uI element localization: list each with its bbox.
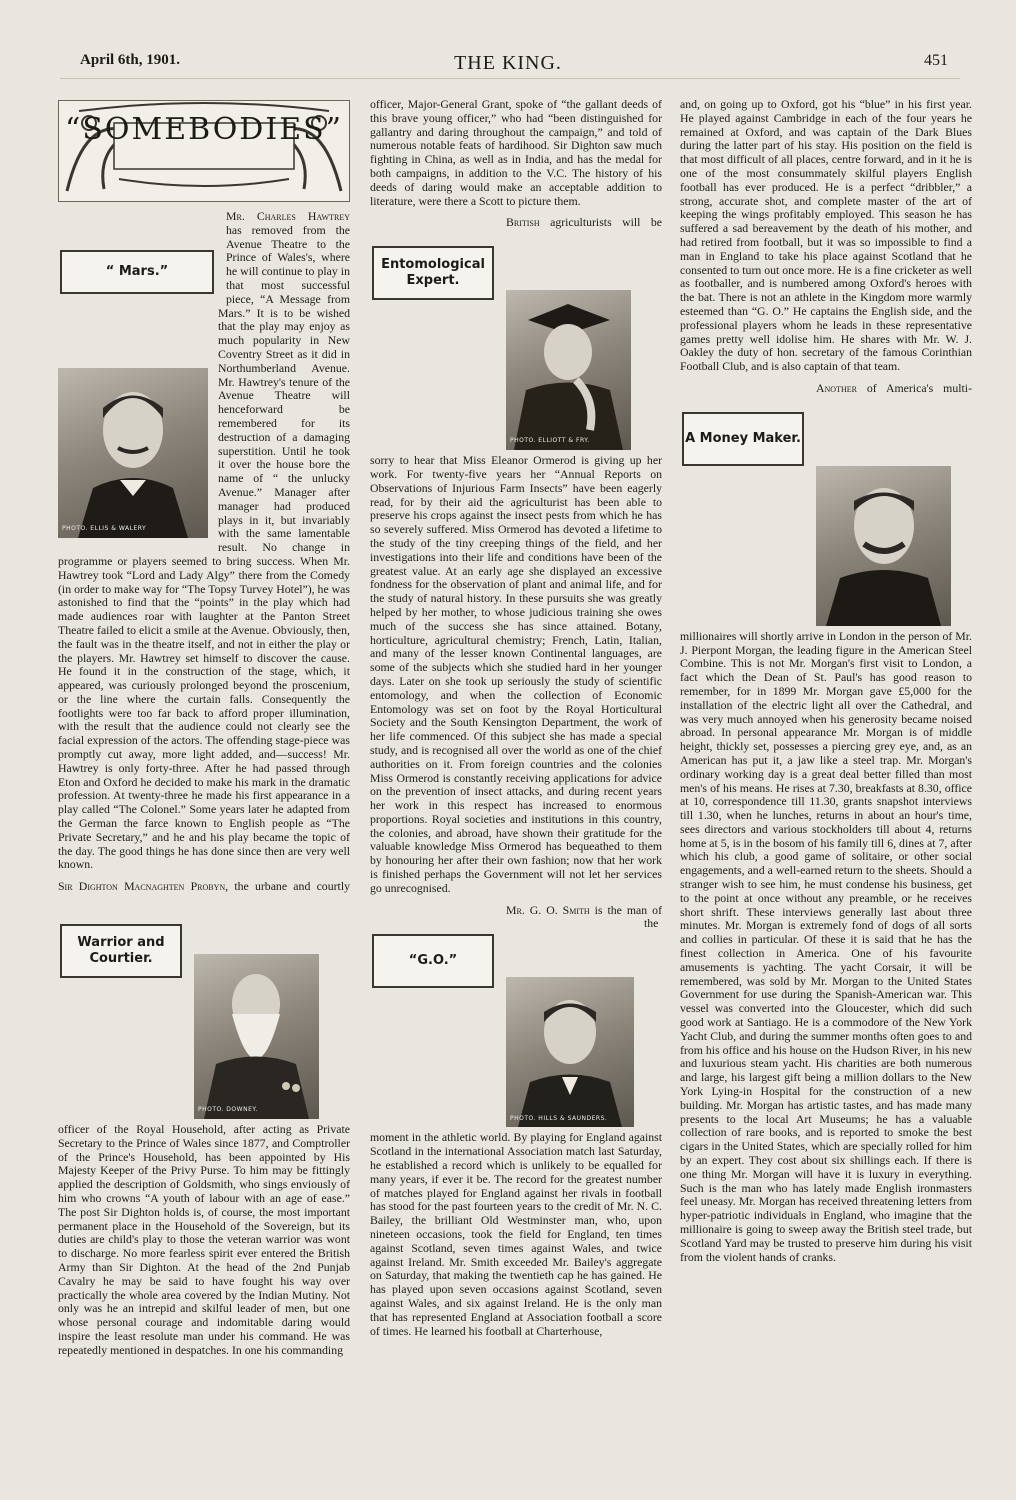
sidebox-warrior: Warrior and Courtier. [60, 924, 182, 978]
portrait-icon [506, 290, 631, 450]
article-hawtrey [58, 210, 350, 872]
photo-credit: PHOTO. DOWNEY. [198, 1106, 258, 1114]
photo-credit: PHOTO. HILLS & SAUNDERS. [510, 1114, 608, 1122]
article-lead: Sir Dighton Macnaghten Probyn, [58, 879, 229, 894]
article-probyn [58, 880, 350, 1357]
article-smith-continued: and, on going up to Oxford, got his “blue” in his first year. He played against Cambridge in each of the four years he remained at Oxford, and was captain of the Dark Blues during the latter part of his stay. His position on the field is that most difficult of all places, centre forward, and in it he is one of the most consummately skilful players English football has ever produced. He is a perfect “dribbler,” a strong, accurate shot, and complete master of the art of keeping the wings profitably employed. This season he has suffered a sad bereavement by the death of his mother, and had retired from football, but it was so impossible to find a man in England to take his place against Scotland that he consented to turn out once more. He is a fine cricketer as well as footballer, and is numbered among Oxford's heroes with the bat. There is not an athlete in the Kingdom more warmly esteemed than “G. O.” He captains the English side, and the professional players whom he leads in these representative games pretty well idolise him. He shares with Mr. W. J. Oakley the duty of hon. secretary of the famous Corinthian Football Club, and is also captain of that team. [680, 97, 972, 374]
photo-morgan [816, 466, 951, 626]
sidebox-entomological: Entomological Expert. [372, 246, 494, 300]
article-lead: Mr. G. O. Smith [506, 902, 590, 917]
photo-credit: PHOTO. ELLIS & WALERY [62, 525, 147, 533]
column-2 [370, 98, 662, 1346]
article-smith [370, 904, 662, 1339]
article-probyn-continued: officer, Major-General Grant, spoke of “the gallant deeds of this brave young officer,” who had “been distinguished for gallantry and daring throughout the campaign,” and told of numerous notable feats of hardihood. Sir Dighton saw much fighting in China, as well as in India, and has the medal for both campaigns, in addition to the V.C. The history of his deeds of daring would make an acceptable addition to literature, were there a Scott to picture them. [370, 97, 662, 208]
portrait-icon [194, 954, 319, 1119]
issue-date: April 6th, 1901. [80, 52, 181, 68]
portrait-icon [58, 368, 208, 538]
photo-smith [506, 977, 634, 1127]
section-title: “SOMEBODIES” [65, 112, 343, 147]
article-body: is the man of the moment in the athletic world. By playing for England against Scotland in the international Association match last Saturday, he established a record which is unlikely to be equalled for many years, if ever it be. The record for the greatest number of matches played for England against her rivals in football has stood for the past fourteen years to the credit of Mr. N. C. Bailey, the brilliant Old Westminster man, who, upon nineteen occasions, took the field for England, ten times against Scotland, seven times against Wales, and twice against Ireland. Mr. Smith exceeded Mr. Bailey's aggregate on Saturday, that making the twentieth cap he has gained. He has played upon seven occasions against Scotland, seven against Wales, and six against Ireland. He is the only man that has represented England at Association football a score of times. He learned his football at Charterhouse, [370, 902, 662, 1338]
column-1 [58, 100, 350, 1366]
article-body: agriculturists will be sorry to hear that Miss Eleanor Ormerod is giving up her work. For twenty-five years her “Annual Reports on Observations of Injurious Farm Insects” have been eagerly read, for by their aid the agriculturist has been able to preserve his crops against the insect pests from which he has so severely suffered. Miss Ormerod has devoted a lifetime to the study of the tiny creeping things of the field, and her investigations into their life and conditions have been of the greatest value. At an early age she displayed an excessive fondness for the observation of plant and animal life, and for the study of natural history. In these pursuits she was greatly helped by her mother, to whose judicious training she owes much of the success she has since attained. Botany, horticulture, agricultural chemistry; French, Latin, Italian, and many of the lesser known Continental languages, are some of the subjects which she studied hard in her younger days. Later on she took up seriously the study of scientific entomology, and when the collection of Economic Entomology was set on foot by the Royal Horticultural Society and the South Kensington Department, the work of her life commenced. Of this subject she has made a special study, and is recognised all over the world as one of the chief authorities on it. From foreign countries and the colonies Miss Ormerod is constantly receiving applications for advice on the prevention of insect attacks, and during recent years her work in this respect has increased to enormous proportions. Royal societies and institutions in this country, the colonies, and abroad, have shown their gratitude for the valuable knowledge Miss Ormerod has bequeathed to them by honouring her after their own fashion; now that her work is finished perhaps the Government will not let her services go unrecognised. [370, 215, 662, 895]
sidebox-mars: “ Mars.” [60, 250, 214, 294]
article-lead: British [506, 215, 540, 230]
photo-probyn [194, 954, 319, 1119]
article-lead: Mr. Charles Hawtrey [226, 209, 350, 223]
photo-ormerod [506, 290, 631, 450]
article-body: of America's multi-millionaires will shortly arrive in London in the person of Mr. J. Pierpont Morgan, the leading figure in the American Steel Combine. This is not Mr. Morgan's first visit to London, a fact which the Dean of St. Paul's has good reason to remember, for in 1899 Mr. Morgan gave £5,000 for the installation of the electric light all over the Cathedral, and was very much annoyed when his generosity became noised abroad. In personal appearance Mr. Morgan is of middle height, thickly set, possesses a piercing grey eye, and, as an American has put it, a jaw like a steel trap. Mr. Morgan's ordinary working day is a great deal better filled than most men's of his means. He rises at 7.30, breakfasts at 8.30, office at 10, correspondence till 11.30, grants snapshot interviews till 1.30, when he lunches, returns in about an hour's time, sees directors and various stockholders till about 4, returns home at 5, is in the bosom of his family till 6, dines at 7, after which his club, a good game of solitaire, or other social engagements, and a well-earned return to the sheets. Should a stranger wish to see him, he must condense his business, get to the point at once without any preamble, or he receives short shrift. These interviews generally last about three minutes. Mr. Morgan is extremely fond of dogs of all sorts and collies in particular. Of these it is said that he has the finest collection in America. One of his favourite amusements is yachting. The yacht Corsair, it will be remembered, was sold by Mr. Morgan to the United States Government for use during the Spanish-American war. This vessel was converted into the Gloucester, which did such good work at Santiago. He is a commodore of the New York Yacht Club, and during the summer months often goes to and from his office and his house on the Hudson River, in his new and luxurious steam yacht. His charities are both numerous and large, his largest gift being a million dollars to the New York Lying-in Hospital for the construction of a new building. Mr. Morgan has artistic tastes, and has made many presents to the local Art Museums; he has a valuable collection of rare books, and is reported to smoke the best cigars in the United States, which are specially rolled for him by an expert. They cost about six shillings each. If there is one thing Mr. Morgan will have it is luxury in everything. Such is the man who has lately made English ironmasters feel uneasy. Mr. Morgan has received threatening letters from hyper-patriotic individuals in England, who imagine that the millionaire is going to sweep away the British steel trade, but Scotland Yard may be trusted to preserve him during his visit from the violent hands of cranks. [680, 380, 972, 1264]
portrait-icon [816, 466, 951, 626]
sidebox-money: A Money Maker. [682, 412, 804, 466]
article-body: has removed from the Avenue Theatre to the Prince of Wales's, where he will continue to play in that most successful piece, “A Message from Mars.” It is to be wished that the play may enjoy as much popularity in New Coventry Street as it did in Northumberland Avenue. Mr. Hawtrey's tenure of the Avenue Theatre will henceforward be remembered for its destruction of a damaging superstition. Until he took it over the house bore the name of “ the unlucky Avenue.” Manager after manager had produced plays in it, but invariably with the same lamentable result. No change in programme or players seemed to bring success. When Mr. Hawtrey took “Lord and Lady Algy” there from the Comedy (in order to make way for “The Topsy Turvey Hotel”), he was astonished to find that the “points” in the play which had made audiences roar with laughter at the Panton Street Theatre failed to elicit a smile at the Avenue. Obviously, then, the fault was in the theatre itself, and not in either the play or the players. Mr. Hawtrey set himself to discover the cause. He found it in the construction of the stage, which, it appeared, was curiously prolonged beyond the proscenium, or the line where the curtain falls. Consequently the footlights were too far back to afford proper illumination, with the result that the audience could not clearly see the facial expression of the actors. The offending stage-piece was promptly cut away, more light added, and—success! Mr. Hawtrey is only forty-three. After he had passed through Eton and Oxford he decided to make his mark in the dramatic profession. At twenty-three he made his first appearance in a play called “The Colonel.” Some years later he adapted from the German the farce known to English people as “The Private Secretary,” and he and his play became the topic of the day. The good things he has done since then are very well known. [58, 222, 350, 872]
somebodies-banner [58, 100, 350, 202]
publication-title: THE KING. [454, 52, 562, 74]
article-ormerod [370, 216, 662, 895]
portrait-icon [506, 977, 634, 1127]
article-morgan [680, 382, 972, 1264]
sidebox-go: “G.O.” [372, 934, 494, 988]
photo-hawtrey [58, 368, 208, 538]
article-lead: Another [816, 380, 857, 395]
header-rule [60, 78, 960, 79]
article-body: the urbane and courtly officer of the Royal Household, after acting as Private Secretary to the Prince of Wales since 1877, and Comptroller of the Prince's Household, has been appointed by His Majesty Keeper of the Privy Purse. To him may be fittingly applied the description of Goldsmith, who sings enviously of him who crowns “A youth of labour with an age of ease.” The post Sir Dighton holds is, of course, the most important permanent place in the Household of the Sovereign, but its duties are child's play to those the veteran warrior was wont to discharge. No more fearless spirit ever entered the British Army than Sir Dighton. At the head of the 2nd Punjab Cavalry he may be said to have fought his way over practically the whole area covered by the Indian Mutiny. Not only was he an intrepid and skilful leader of men, but one whose personal courage and indomitable daring would inspire the least resolute man under his command. He was repeatedly mentioned in despatches. In one his commanding [58, 879, 350, 1357]
photo-credit: PHOTO. ELLIOTT & FRY. [510, 437, 590, 445]
column-3 [680, 98, 972, 1272]
page-number: 451 [924, 52, 948, 69]
